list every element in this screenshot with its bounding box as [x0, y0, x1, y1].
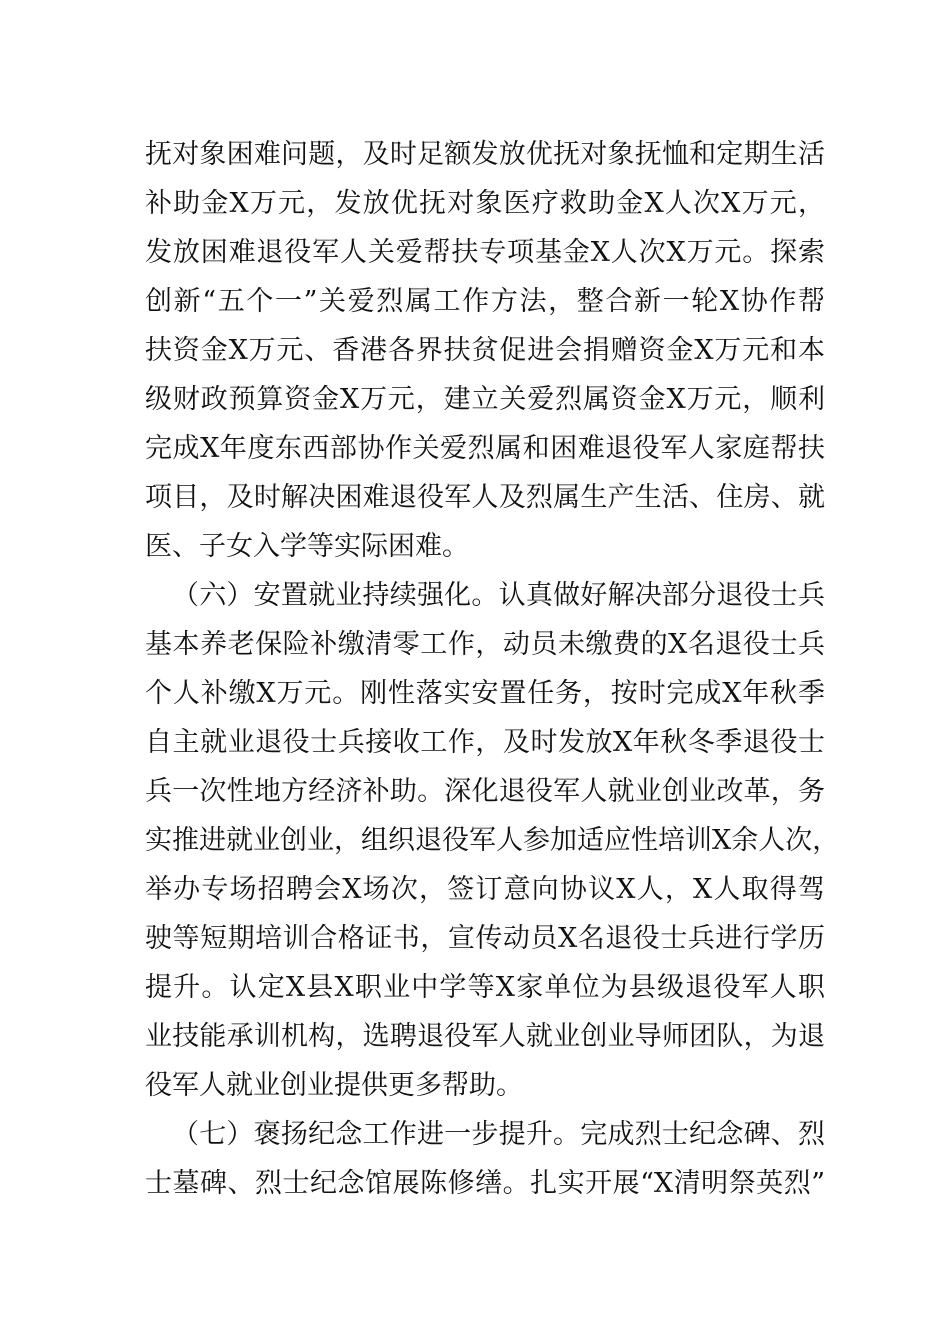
text-line: 实推进就业创业，组织退役军人参加适应性培训X余人次， — [145, 825, 840, 856]
text-line: 发放困难退役军人关爱帮扶专项基金X人次X万元。探索 — [145, 237, 825, 268]
text-line: 扶资金X万元、香港各界扶贫促进会捐赠资金X万元和本 — [145, 335, 825, 366]
text-line: 自主就业退役士兵接收工作，及时发放X年秋冬季退役士 — [145, 727, 825, 758]
text-line: 抚对象困难问题，及时足额发放优抚对象抚恤和定期生活 — [145, 139, 825, 170]
text-line: 创新“五个一”关爱烈属工作方法，整合新一轮X协作帮 — [145, 286, 825, 317]
text-line: 项目，及时解决困难退役军人及烈属生产生活、住房、就 — [145, 482, 825, 513]
text-line: 士墓碑、烈士纪念馆展陈修缮。扎实开展“X清明祭英烈” — [145, 1168, 825, 1199]
text-line: 业技能承训机构，选聘退役军人就业创业导师团队，为退 — [145, 1021, 825, 1052]
paragraph-heading-line: （六）安置就业持续强化。认真做好解决部分退役士兵 — [172, 580, 825, 611]
paragraph-last-line: 役军人就业创业提供更多帮助。 — [145, 1070, 523, 1101]
paragraph-last-line: 医、子女入学等实际困难。 — [145, 531, 469, 562]
text-line: 补助金X万元，发放优抚对象医疗救助金X人次X万元， — [145, 188, 825, 219]
text-line: 提升。认定X县X职业中学等X家单位为县级退役军人职 — [145, 972, 825, 1003]
text-line: 举办专场招聘会X场次，签订意向协议X人，X人取得驾 — [145, 874, 825, 905]
text-line: 基本养老保险补缴清零工作，动员未缴费的X名退役士兵 — [145, 629, 825, 660]
paragraph-heading-line: （七）褒扬纪念工作进一步提升。完成烈士纪念碑、烈 — [172, 1119, 825, 1150]
text-line: 个人补缴X万元。刚性落实安置任务，按时完成X年秋季 — [145, 678, 825, 709]
text-line: 兵一次性地方经济补助。深化退役军人就业创业改革，务 — [145, 776, 825, 807]
text-line: 级财政预算资金X万元，建立关爱烈属资金X万元，顺利 — [145, 384, 825, 415]
text-line: 驶等短期培训合格证书，宣传动员X名退役士兵进行学历 — [145, 923, 825, 954]
text-line: 完成X年度东西部协作关爱烈属和困难退役军人家庭帮扶 — [145, 433, 825, 464]
body-text — [145, 130, 840, 1208]
